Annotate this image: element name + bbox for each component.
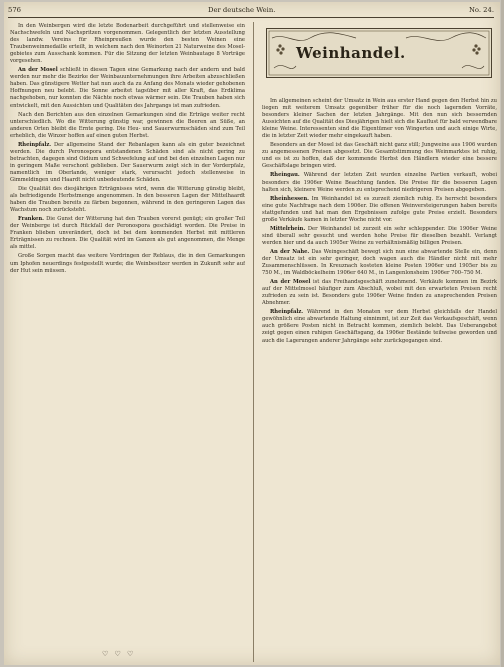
paragraph xyxy=(262,196,497,224)
paragraph xyxy=(262,249,497,277)
paragraph-text: Der Weinhandel ist zurzeit ein sehr schleppender. Die 1906er Weine sind überall sehr gesucht und werden hohe Preise für dieselben bezahlt. Verlangt werden hier und da auch 1905er Weine zu verhältnismäßig billigen Preisen. xyxy=(262,225,497,246)
section-title: Weinhandel. xyxy=(296,44,406,62)
paragraph-lead: Rheinpfalz. xyxy=(18,141,52,148)
paragraph-text: ist das Freihandsgeschäft zunehmend. Verkäufe kommen im Bezirk auf der Mittelmosel häufiger zum Abschluß, wobei mit den erwarteten Preisen recht zufrieden zu sein ist. Besonders gute 1906er Weine finden zu ansprechenden Preisen Abnehmer. xyxy=(262,279,497,307)
paragraph-text: Große Sorgen macht das weitere Vordringen der Reblaus, die in den Gemarkungen um Iphofen neuerdings festgestellt wurde; die Weinbesitzer werden in Zukunft sehr auf der Hut sein müssen. xyxy=(10,253,245,274)
paragraph-lead: An der Nahe. xyxy=(270,248,310,255)
paragraph-lead: Rheinhessen. xyxy=(270,195,309,202)
paragraph-lead: An der Mosel xyxy=(270,279,311,286)
header-rule xyxy=(8,17,494,18)
paragraph xyxy=(262,98,497,140)
paragraph-text: Im allgemeinen scheint der Umsatz in Wein aus erster Hand gegen den Herbst hin zu liegen mit weiterem Umsatz gegenüber früher für die noch lagernden Vorräte, besonders kleiner Sachen der letzten Jahrgänge. Mit den nun sich bessernden Aussichten auf die Qualität des Diesjährigen hielt sich die Kauflust für bald verwendbare kleine Weine. Interessenten sind die Eigentümer von Wingerten und auch einige Wirte, die in letzter Zeit wieder mehr eingekauft haben. xyxy=(262,98,497,140)
paragraph xyxy=(10,23,245,65)
paragraph-text: Nach den Berichten aus den einzelnen Gemarkungen sind die Erträge weiter recht unterschiedlich. Wo die Witterung günstig war, gewinnen die Beeren an Süße, an anderen Orten bleibt die Ernte gering. Die Heu- und Sauerwurmschäden sind zum Teil erheblich, die Winzer hoffen auf einen guten Herbst. xyxy=(10,111,245,139)
page-header xyxy=(8,4,494,18)
paragraph-text: Im Weinhandel ist es zurzeit ziemlich ruhig. Es herrscht besonders eine gute Nachfrage nach dem 1906er. Die offenen Weinversteigerungen haben bereits stattgefunden und hat man den Ergebnissen zufolge gute Preise erzielt. Besonders große Verkäufe kamen in letzter Woche nicht vor. xyxy=(262,195,497,223)
paragraph xyxy=(10,216,245,251)
paragraph-lead: Rheinpfalz. xyxy=(270,309,304,316)
paragraph-lead: Mittelrhein. xyxy=(270,225,306,232)
paragraph-lead: Franken. xyxy=(18,216,44,223)
paragraph-lead: An der Mosel xyxy=(18,67,58,74)
paragraph-text: Der allgemeine Stand der Rebanlagen kann als ein guter bezeichnet werden. Die durch Peronospora entstandenen Schäden sind als nicht gering zu betrachten, dagegen sind Oidium und Schwefelung auf und bei den einzelnen Lagen nur in geringem Maße verschont geblieben. Der Sauerwurm zeigt sich in der Vorderpfalz, namentlich im Oberlande, weniger stark, verursacht jedoch stellenweise in Gimmeldingen und Haardt nicht unbedeutende Schäden. xyxy=(10,141,245,183)
paragraph xyxy=(10,253,245,274)
page-number: 576 xyxy=(8,6,21,14)
paragraph xyxy=(10,112,245,140)
paragraph-text: Die Gunst der Witterung hat den Trauben vorerst genügt; ein großer Teil der Weinberge ist durch Rückfall der Peronospora geschädigt worden. Die Preise in Franken blieben unverändert, doch ist bei dem kommenden Herbst mit mittleren Erträgnissen zu rechnen. Die Qualität wird im Ganzen als gut angenommen, die Menge als mittel. xyxy=(10,216,245,251)
newspaper-page xyxy=(4,2,500,665)
left-column xyxy=(10,23,245,623)
end-ornament: ♡ ♡ ♡ xyxy=(102,650,136,658)
right-column xyxy=(262,98,497,658)
column-divider xyxy=(253,22,254,662)
paragraph-text: Das Weingeschäft bewegt sich nun eine abwartende Stelle ein, denn der Umsatz ist ein sehr geringer, doch wagen auch die Händler nicht mit mehr Zusammenschlüssen. In Kreuznach kosteten kleine Posten 1906er und 1905er bis zu 750 M., im Waldböckelheim 1906er 640 M., in Langenlonsheim 1906er 700–750 M. xyxy=(262,248,497,277)
issue-number: No. 24. xyxy=(468,6,494,14)
paragraph xyxy=(262,226,497,247)
paragraph-text: schließt in diesen Tagen eine Gemarkung nach der andern und bald werden nur mehr die Bezirke der Weinbauunternehmungen ihre Arbeiten abzuschließen haben. Das günstigere Wetter hat nun auch da zu Anfang des Monats wieder gehobenen Hoffnungen neu belebt. Die Sonne arbeitet tagsüber mit aller Kraft, das Erdklima nachgehoben, nur konnten die Nächte noch etwas wärmer sein. Die Trauben haben sich entwickelt, mit den Aussichten und Qualitäten des Jahrgangs ist man zufrieden. xyxy=(10,67,245,109)
paragraph-text: Die Qualität des diesjährigen Erträgnisses wird, wenn die Witterung günstig bleibt, als befriedigende Herbstmenge angenommen. In den besseren Lagen der Mittelhaardt haben die Trauben bereits zu färben begonnen, während in den geringeren Lagen das Wachstum noch zurücksteht. xyxy=(10,186,245,214)
paragraph-text: In den Weinbergen wird die letzte Bodenarbeit durchgeführt und stellenweise ein Nachschwefeln und Nachspritzen vorgenommen. Gelegentlich der letzten Ausstellung des landw. Vereins für Rheinpreußen wurde den besten Weinen eine Traubenweinmedaille erteilt, in welchem nach den Weinorten 21 Naturweine des Moselgebietes zum Ausschank kommen. Für die Sitzung der letzten Weinbautage 8 Vorträge vorgesehen. xyxy=(10,23,245,65)
journal-title: Der deutsche Wein. xyxy=(208,6,276,14)
paragraph xyxy=(10,142,245,184)
paragraph-text: Während der letzten Zeit wurden einzelne Partien verkauft, wobei besonders die 1906er Weine Beachtung fanden. Die Preise für die besseren Lagen halten sich, kleinere Weine werden zu entsprechend niedrigeren Preisen abgegeben. xyxy=(262,172,497,193)
paragraph xyxy=(10,186,245,214)
paragraph xyxy=(262,309,497,344)
paragraph xyxy=(262,172,497,193)
paragraph-text: Während in den Monaten vor dem Herbst gleichfalls der Handel gewöhnlich eine abwartende Haltung einnimmt, ist zur Zeit das Verkaufsgeschäft, wenn auch größere Posten nicht in Betracht kommen, ziemlich belebt. Das Ueberangebot zeigt gegen einen ruhigen Geschäftsgang, da 1906er Bestände teilweise geworden und auch die Lagerungen anderer Jahrgänge sehr zurückgegangen sind. xyxy=(262,309,497,344)
paragraph-lead: Rheingau. xyxy=(270,172,300,179)
paragraph xyxy=(262,279,497,307)
paragraph xyxy=(262,142,497,170)
paragraph-text: Besonders an der Mosel ist das Geschäft nicht ganz still; Jungweine aus 1906 wurden zu angemessenen Preisen abgesetzt. Die Gesamtstimmung des Weinmarktes ist ruhig, und es ist zu hoffen, daß der kommende Herbst den Händlern wieder eine bessere Geschäftslage bringen wird. xyxy=(262,142,497,170)
paragraph xyxy=(10,67,245,109)
